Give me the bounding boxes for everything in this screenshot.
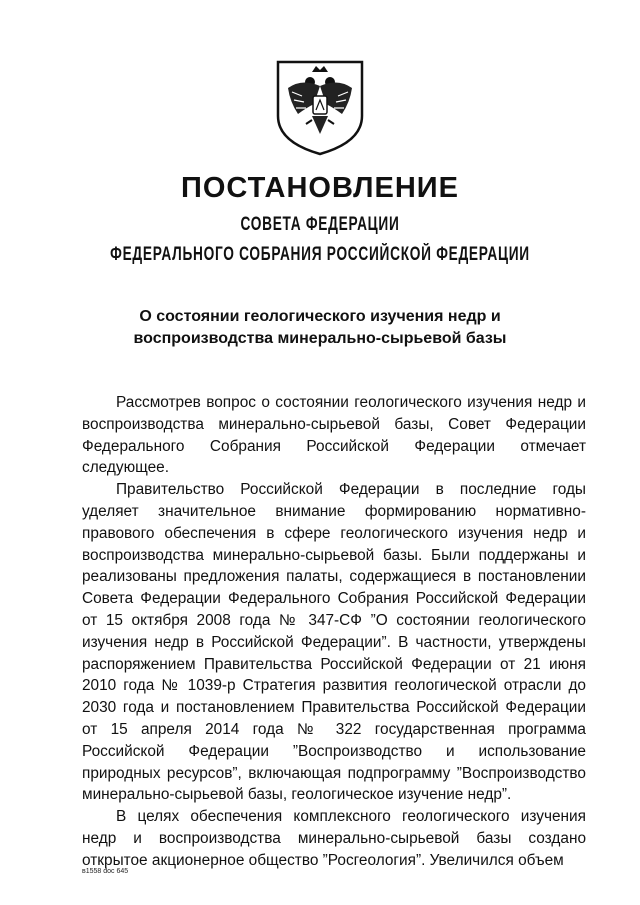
issuer-heading-line2: ФЕДЕРАЛЬНОГО СОБРАНИЯ РОССИЙСКОЙ ФЕДЕРАЦИИ — [110, 244, 530, 265]
document-title-line1: О состоянии геологического изучения недр и — [139, 308, 501, 325]
document-title — [0, 306, 640, 350]
document-type-heading: ПОСТАНОВЛЕНИЕ — [181, 172, 459, 204]
russian-coat-of-arms-icon — [272, 58, 368, 156]
document-title-line2: воспроизводства минерально-сырьевой базы — [133, 330, 507, 347]
document-body — [82, 392, 586, 872]
body-paragraph: Рассмотрев вопрос о состоянии геологического изучения недр и воспроизводства минерально-сырьевой базы, Совет Федерации Федерального Собрания Российской Федерации отмечает следующее. — [82, 394, 586, 477]
footer-code: в1558 doc 645 — [82, 868, 129, 875]
issuer-heading-line1: СОВЕТА ФЕДЕРАЦИИ — [240, 214, 400, 235]
body-paragraph: В целях обеспечения комплексного геологического изучения недр и воспроизводства минерально-сырьевой базы создано открытое акционерное общество ”Росгеология”. Увеличился объем — [82, 808, 586, 869]
body-paragraph: Правительство Российской Федерации в последние годы уделяет значительное внимание формированию нормативно-правового обеспечения в сфере геологического изучения недр и воспроизводства минерально-сырьевой базы. Были поддержаны и реализованы предложения палаты, содержащиеся в постановлении Совета Федерации Федерального Собрания Российской Федерации от 15 октября 2008 года № 347-СФ ”О состоянии геологического изучения недр в Российской Федерации”. В частности, утверждены распоряжением Правительства Российской Федерации от 21 июня 2010 года № 1039-р Стратегия развития геологической отрасли до 2030 года и постановлением Правительства Российской Федерации от 15 апреля 2014 года № 322 государственная программа Российской Федерации ”Воспроизводство и использование природных ресурсов”, включающая подпрограмму ”Воспроизводство минерально-сырьевой базы, геологическое изучение недр”. — [82, 481, 586, 804]
